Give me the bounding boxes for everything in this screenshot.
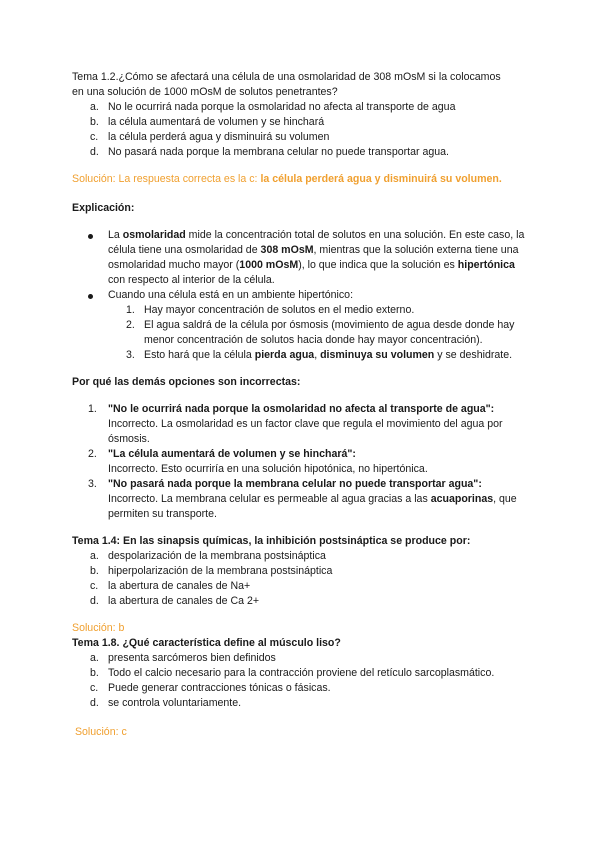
incorrect-heading: Por qué las demás opciones son incorrectas:: [72, 376, 301, 388]
explanation-bullet: La osmolaridad mide la concentración total de solutos en una solución. En este caso, la célula tiene una osmolaridad de 308 mOsM, mientras que la solución externa tiene una osmolaridad mucho mayor (1000 mOsM), lo que indica que la solución es hipertónica con respecto al interior de la célula.: [72, 228, 532, 288]
solution-1-8: Solución: c: [72, 726, 127, 738]
incorrect-list: [72, 402, 532, 522]
incorrect-item: 2. "La célula aumentará de volumen y se hinchará": Incorrecto. Esto ocurriría en una solución hipotónica, no hipertónica.: [88, 448, 428, 475]
incorrect-item: 3. "No pasará nada porque la membrana celular no puede transportar agua": Incorrecto. La membrana celular es permeable al agua gracias a las acuaporinas, que permiten su transporte.: [88, 478, 517, 520]
explanation-heading: Explicación:: [72, 202, 135, 214]
options-1-8: [72, 651, 532, 711]
option-item: a. No le ocurrirá nada porque la osmolaridad no afecta al transporte de agua: [90, 101, 456, 113]
solution-1-4: Solución: b: [72, 622, 125, 634]
option-item: d. la abertura de canales de Ca 2+: [90, 595, 260, 607]
step-item: 2. El agua saldrá de la célula por ósmosis (movimiento de agua desde donde hay menor concentración de solutos hacia donde hay mayor concentración).: [126, 319, 515, 346]
option-item: a. despolarización de la membrana postsináptica: [90, 550, 326, 562]
bullet-icon: [88, 234, 93, 239]
option-item: c. la abertura de canales de Na+: [90, 580, 251, 592]
hypertonic-steps: [108, 303, 532, 363]
bullet-icon: [88, 294, 93, 299]
question-1-2: Tema 1.2.¿Cómo se afectará una célula de una osmolaridad de 308 mOsM si la colocamos en una solución de 1000 mOsM de solutos penetrantes?: [72, 71, 501, 98]
option-item: d. No pasará nada porque la membrana celular no puede transportar agua.: [90, 146, 449, 158]
step-item: 1. Hay mayor concentración de solutos en el medio externo.: [126, 304, 415, 316]
step-item: 3. Esto hará que la célula pierda agua, disminuya su volumen y se deshidrate.: [126, 349, 513, 361]
option-item: a. presenta sarcómeros bien definidos: [90, 652, 276, 664]
option-item: b. la célula aumentará de volumen y se hinchará: [90, 116, 325, 128]
solution-1-2: Solución: La respuesta correcta es la c: la célula perderá agua y disminuirá su volumen.: [72, 173, 502, 185]
question-1-8: Tema 1.8. ¿Qué característica define al músculo liso?: [72, 637, 341, 649]
explanation-list: [72, 228, 532, 363]
option-item: c. Puede generar contracciones tónicas o fásicas.: [90, 682, 331, 694]
option-item: d. se controla voluntariamente.: [90, 697, 242, 709]
incorrect-item: 1. "No le ocurrirá nada porque la osmolaridad no afecta al transporte de agua": Incorrecto. La osmolaridad es un factor clave que regula el movimiento del agua por ósmosis.: [88, 403, 503, 445]
option-item: b. hiperpolarización de la membrana postsináptica: [90, 565, 333, 577]
explanation-bullet: Cuando una célula está en un ambiente hipertónico: 1. Hay mayor concentración de solutos en el medio externo. 2. El agua saldrá de la célula por ósmosis (movimiento de agua desde donde hay menor concentración de solutos hacia donde hay mayor concentración). 3. Esto hará que la célula pierda agua, disminuya su volumen y se deshidrate.: [72, 288, 532, 363]
document-page: [72, 70, 532, 740]
option-item: c. la célula perderá agua y disminuirá su volumen: [90, 131, 330, 143]
options-1-4: [72, 549, 532, 609]
options-1-2: [72, 100, 532, 160]
option-item: b. Todo el calcio necesario para la contracción proviene del retículo sarcoplasmático.: [90, 667, 495, 679]
question-1-4: Tema 1.4: En las sinapsis químicas, la inhibición postsináptica se produce por:: [72, 535, 471, 547]
